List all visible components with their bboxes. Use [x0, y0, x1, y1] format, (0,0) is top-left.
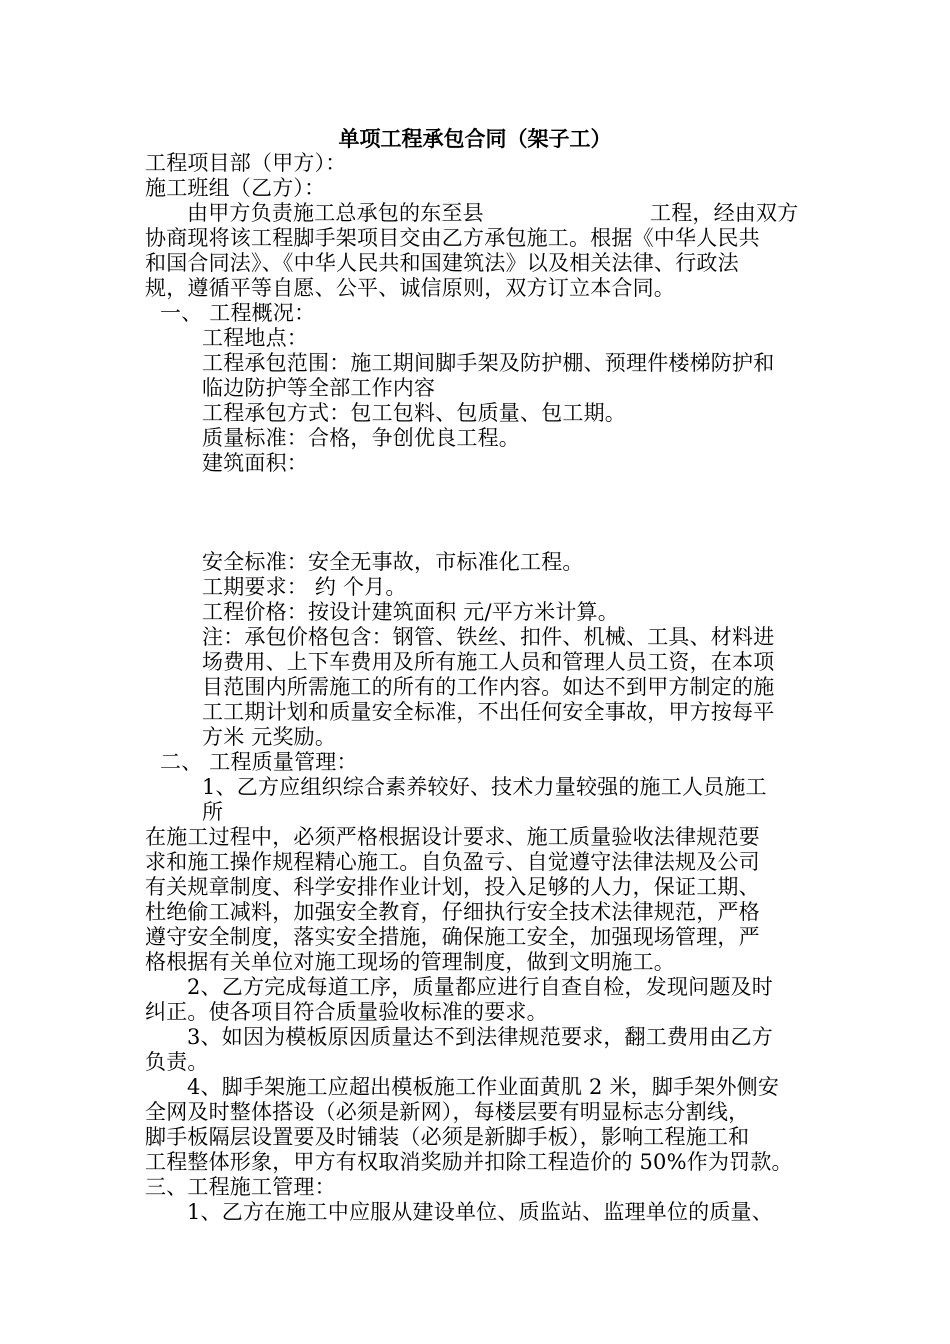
- construction-item-1: 1、乙方在施工中应服从建设单位、质监站、监理单位的质量、: [187, 1200, 773, 1224]
- quality-item-1: 遵守安全制度，落实安全措施，确保施工安全，加强现场管理，严: [145, 925, 760, 949]
- quality-item-2: 2、乙方完成每道工序，质量都应进行自查自检，发现问题及时: [187, 975, 773, 999]
- project-location: 工程地点：: [202, 326, 308, 350]
- safety-standard: 安全标准：安全无事故，市标准化工程。: [202, 550, 584, 574]
- quality-standard: 质量标准：合格，争创优良工程。: [202, 426, 520, 450]
- intro-line: 和国合同法》、《中华人民共和国建筑法》以及相关法律、行政法: [145, 251, 739, 275]
- section-3-heading: 三、工程施工管理：: [145, 1175, 336, 1199]
- quality-item-1: 在施工过程中，必须严格根据设计要求、施工质量验收法律规范要: [145, 825, 760, 849]
- price-note: 目范围内所需施工的所有的工作内容。如达不到甲方制定的施: [202, 675, 775, 699]
- quality-item-4: 脚手板隔层设置要及时铺装（必须是新脚手板），影响工程施工和: [145, 1125, 750, 1149]
- intro-line: 规，遵循平等自愿、公平、诚信原则，双方订立本合同。: [145, 276, 675, 300]
- quality-item-4: 4、脚手架施工应超出模板施工作业面黄肌 2 米，脚手架外侧安: [187, 1075, 780, 1099]
- contract-method: 工程承包方式：包工包料、包质量、包工期。: [202, 401, 626, 425]
- intro-line: 由甲方负责施工总承包的东至县: [187, 201, 484, 225]
- party-a-line: 工程项目部（甲方）：: [145, 151, 347, 175]
- quality-item-3: 3、如因为模板原因质量达不到法律规范要求，翻工费用由乙方: [187, 1025, 773, 1049]
- quality-item-1: 杜绝偷工减料，加强安全教育，仔细执行安全技术法律规范，严格: [145, 900, 760, 924]
- quality-item-3: 负责。: [145, 1050, 209, 1074]
- intro-line: 协商现将该工程脚手架项目交由乙方承包施工。根据《中华人民共: [145, 226, 760, 250]
- price-note: 方米 元奖励。: [202, 725, 337, 749]
- document-title: 单项工程承包合同（架子工）: [338, 126, 612, 151]
- quality-item-2: 纠正。使各项目符合质量验收标准的要求。: [145, 1000, 548, 1024]
- quality-item-1: 求和施工操作规程精心施工。自负盈亏、自觉遵守法律法规及公司: [145, 850, 760, 874]
- period-requirement: 工期要求： 约 个月。: [202, 575, 407, 599]
- intro-line: 工程，经由双方: [650, 201, 799, 225]
- section-2-heading: 二、 工程质量管理：: [160, 750, 358, 774]
- price-note: 场费用、上下车费用及所有施工人员和管理人员工资，在本项: [202, 650, 775, 674]
- project-price: 工程价格：按设计建筑面积 元/平方米计算。: [202, 600, 619, 624]
- section-1-heading: 一、 工程概况：: [160, 301, 316, 325]
- quality-item-1: 1、乙方应组织综合素养较好、技术力量较强的施工人员施工: [202, 775, 767, 799]
- price-note: 注：承包价格包含：钢管、铁丝、扣件、机械、工具、材料进: [202, 625, 775, 649]
- quality-item-1: 有关规章制度、科学安排作业计划，投入足够的人力，保证工期、: [145, 875, 760, 899]
- quality-item-1: 格根据有关单位对施工现场的管理制度，做到文明施工。: [145, 950, 675, 974]
- party-b-line: 施工班组（乙方）：: [145, 176, 326, 200]
- price-note: 工工期计划和质量安全标准，不出任何安全事故，甲方按每平: [202, 700, 775, 724]
- quality-item-4: 工程整体形象，甲方有权取消奖励并扣除工程造价的 50%作为罚款。: [145, 1150, 793, 1174]
- contract-scope: 临边防护等全部工作内容: [202, 376, 436, 400]
- quality-item-4: 全网及时整体搭设（必须是新网），每楼层要有明显标志分割线，: [145, 1100, 750, 1124]
- building-area: 建筑面积：: [202, 451, 308, 475]
- contract-scope: 工程承包范围：施工期间脚手架及防护棚、预理件楼梯防护和: [202, 351, 775, 375]
- quality-item-1: 所: [202, 800, 224, 824]
